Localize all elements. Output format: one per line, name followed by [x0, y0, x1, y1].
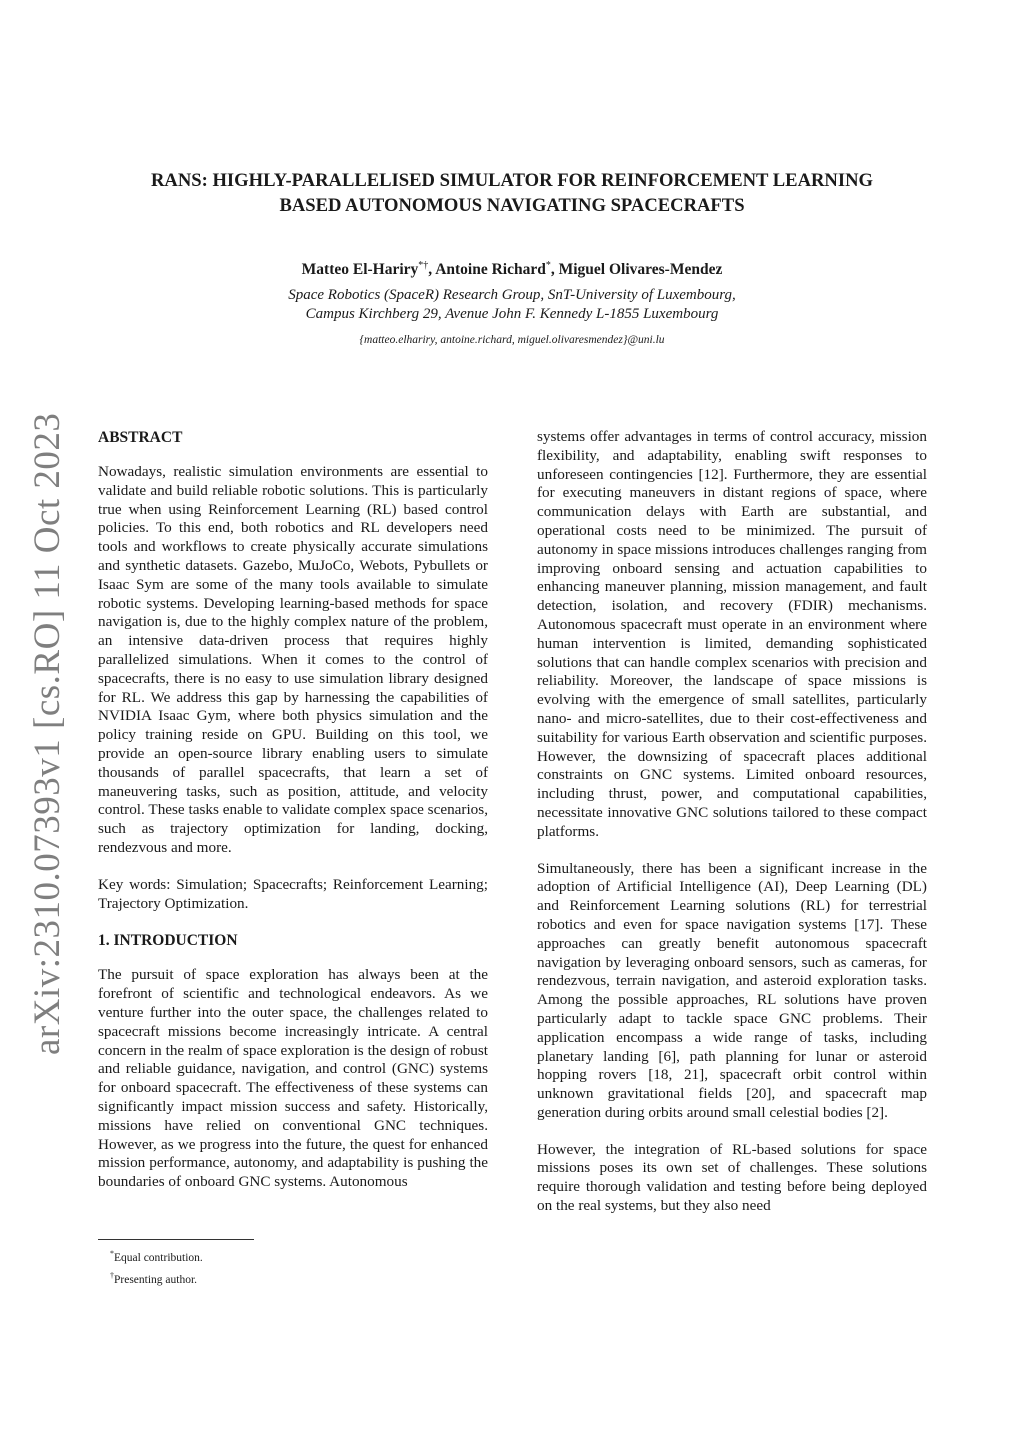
affiliation-line-1: Space Robotics (SpaceR) Research Group, SnT-University of Luxembourg,: [288, 287, 736, 303]
title-line-2: BASED AUTONOMOUS NAVIGATING SPACECRAFTS: [279, 195, 745, 216]
intro-paragraph-1-continued: systems offer advantages in terms of control accuracy, mission flexibility, and adaptability, enabling swift responses to unforeseen contingencies [12]. Furthermore, they are essential for executing maneuvers in distant regions of space, where communication delays with Earth are substantial, and operational costs need to be minimized. The pursuit of autonomy in space missions introduces challenges ranging from improving onboard sensing and actuation capabilities to enhancing maneuver planning, mission management, and fault detection, isolation, and recovery (FDIR) mechanisms. Autonomous spacecraft must operate in an environment where human intervention is limited, demanding sophisticated solutions that can handle complex scenarios with precision and reliability. Moreover, the landscape of space missions is evolving with the emergence of small satellites, particularly nano- and micro-satellites, due to their cost-effectiveness and suitability for various Earth observation and scientific purposes. However, the downsizing of spacecraft places additional constraints on GNC systems. Limited onboard resources, including thrust, power, and computational capabilities, necessitate innovative GNC solutions tailored to these compact platforms.: [537, 428, 927, 840]
author-1: Matteo El-Hariry: [301, 261, 419, 279]
footnote-1: [110, 1245, 490, 1267]
footnote-divider: [98, 1239, 254, 1240]
footnote-2: [110, 1267, 490, 1289]
introduction-heading: 1. INTRODUCTION: [98, 932, 238, 950]
footnotes: [110, 1245, 490, 1289]
author-3: , Miguel Olivares-Mendez: [550, 261, 723, 279]
abstract-heading: ABSTRACT: [98, 429, 183, 446]
footnote-2-text: Presenting author.: [114, 1273, 198, 1286]
affiliation-line-2: Campus Kirchberg 29, Avenue John F. Kennedy L-1855 Luxembourg: [305, 306, 719, 322]
left-column: [98, 428, 488, 1192]
affiliation: [100, 286, 924, 324]
author-2: , Antoine Richard: [428, 261, 546, 279]
paper-title: [100, 168, 924, 218]
author-list: [100, 256, 924, 280]
author-2-marks: *: [545, 260, 551, 271]
abstract-text: Nowadays, realistic simulation environments are essential to validate and build reliable robotic solutions. This is particularly true when using Reinforcement Learning (RL) based control policies. To this end, both robotics and RL developers need tools and workflows to create physically accurate simulations and synthetic datasets. Gazebo, MuJoCo, Webots, Pybullets or Isaac Sym are some of the many tools available to simulate robotic systems. Developing learning-based methods for space navigation is, due to the highly complex nature of the problem, an intensive data-driven process that requires highly parallelized simulations. When it comes to the control of spacecrafts, there is no easy to use simulation library designed for RL. We address this gap by harnessing the capabilities of NVIDIA Isaac Gym, where both physics simulation and the policy training reside on GPU. Building on this tool, we provide an open-source library enabling users to simulate thousands of parallel spacecrafts, that learn a set of maneuvering tasks, such as position, attitude, and velocity control. These tasks enable to validate complex space scenarios, such as trajectory optimization for landing, docking, rendezvous and more.: [98, 463, 488, 856]
right-column: [537, 428, 927, 1216]
intro-paragraph-3: However, the integration of RL-based solutions for space missions poses its own set of challenges. These solutions require thorough validation and testing before being deployed on the real systems, but they also need: [537, 1140, 927, 1215]
author-1-marks: *†: [418, 260, 429, 271]
title-line-1: RANS: HIGHLY-PARALLELISED SIMULATOR FOR REINFORCEMENT LEARNING: [150, 170, 873, 191]
intro-paragraph-1: The pursuit of space exploration has always been at the forefront of scientific and technological endeavors. As we venture further into the outer space, the challenges related to spacecraft missions become increasingly intricate. A central concern in the realm of space exploration is the design of robust and reliable guidance, navigation, and control (GNC) systems for onboard spacecraft. The effectiveness of these systems can significantly impact mission success and safety. Historically, missions have relied on conventional GNC techniques. However, as we progress into the future, the quest for enhanced mission performance, autonomy, and adaptability is pushing the boundaries of onboard GNC systems. Autonomous: [98, 966, 488, 1191]
footnote-1-mark: *: [110, 1249, 114, 1258]
footnote-2-mark: †: [110, 1270, 114, 1280]
footnote-1-text: Equal contribution.: [114, 1251, 203, 1264]
arxiv-identifier: arXiv:2310.07393v1 [cs.RO] 11 Oct 2023: [27, 412, 68, 1055]
intro-paragraph-2: Simultaneously, there has been a significant increase in the adoption of Artificial Intelligence (AI), Deep Learning (DL) and Reinforcement Learning solutions (RL) for terrestrial robotics and even for space navigation systems [17]. These approaches can greatly benefit autonomous spacecraft navigation by leveraging onboard sensors, such as cameras, for rendezvous, terrain navigation, and asteroid exploration tasks. Among the possible approaches, RL solutions have proven particularly adapt to tackle space GNC problems. Their application encompass a wide range of tasks, including planetary landing [6], path planning for lunar or asteroid hopping rovers [18, 21], spacecraft orbit control within unknown gravitational fields [20], and spacecraft map generation during orbits around small celestial bodies [2].: [537, 859, 927, 1121]
author-emails: {matteo.elhariry, antoine.richard, miguel.olivaresmendez}@uni.lu: [359, 334, 665, 346]
keywords: Key words: Simulation; Spacecrafts; Reinforcement Learning; Trajectory Optimization.: [98, 875, 488, 912]
